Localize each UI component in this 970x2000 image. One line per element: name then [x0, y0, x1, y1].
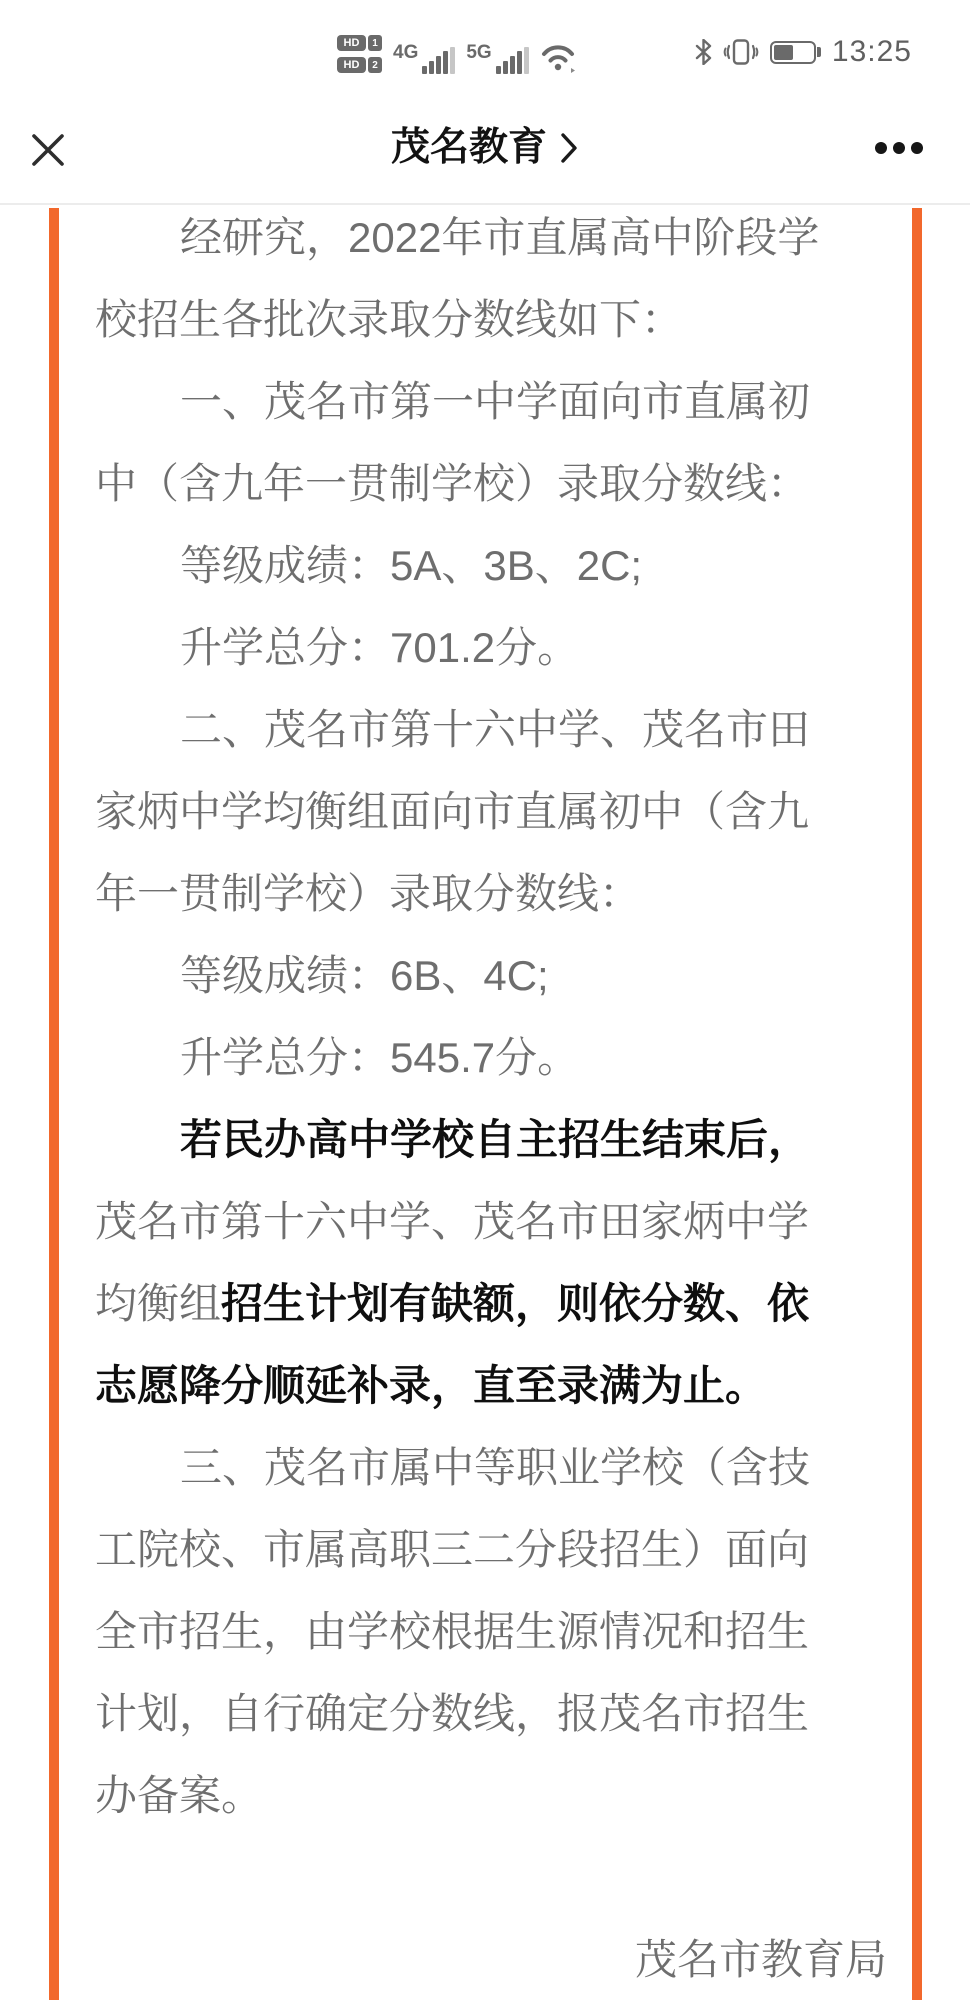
article-line [95, 1591, 887, 1673]
article-body [95, 197, 887, 2000]
article-line [95, 689, 887, 771]
article-text-segment: 工院校、市属高职三二分段招生）面向 [95, 1526, 810, 1573]
article-line [95, 771, 887, 853]
article-line [95, 1181, 887, 1263]
article-line [95, 279, 887, 361]
hd-sim1-icon [337, 35, 382, 51]
article-text-segment: 等级成绩：6B、4C; [180, 952, 549, 999]
article-text-segment: 年一贯制学校）录取分数线： [95, 870, 642, 917]
article-line [95, 1263, 887, 1345]
article-line [95, 1755, 887, 1837]
article-text-segment: 二、茂名市第十六中学、茂名市田 [180, 706, 811, 753]
hd-sim2-icon [337, 57, 382, 73]
bluetooth-icon [695, 39, 712, 65]
hd2-label: HD [337, 57, 366, 73]
account-title[interactable] [0, 126, 970, 170]
article-line [95, 443, 887, 525]
quote-bar-left [49, 208, 59, 2000]
article-line [95, 1673, 887, 1755]
signal-4g-icon [393, 43, 455, 74]
volte-hd-badges [337, 35, 382, 73]
article-line [95, 1919, 887, 2000]
hd1-num: 1 [368, 35, 382, 51]
article-text-segment: 全市招生，由学校根据生源情况和招生 [95, 1608, 810, 1655]
hd2-num: 2 [368, 57, 382, 73]
article-line [95, 361, 887, 443]
article-line [95, 1427, 887, 1509]
article-text-segment: 办备案。 [95, 1772, 264, 1819]
article-line [95, 197, 887, 279]
article-line [95, 853, 887, 935]
more-dot [893, 142, 905, 154]
article-text-segment: 等级成绩：5A、3B、2C; [180, 542, 643, 589]
wifi-icon [540, 41, 578, 73]
status-bar-right [695, 30, 912, 74]
article-text-segment: 升学总分：545.7分。 [180, 1034, 580, 1081]
article-text-segment: 志愿降分顺延补录，直至录满为止。 [95, 1362, 768, 1409]
article-line [95, 1099, 887, 1181]
article-text-segment: 升学总分：701.2分。 [180, 624, 580, 671]
article-line [95, 607, 887, 689]
page-title: 茂名教育 [390, 126, 547, 169]
article-text-segment: 中（含九年一贯制学校）录取分数线： [95, 460, 810, 507]
article-text-segment: 均衡组 [95, 1280, 222, 1327]
more-dot [911, 142, 923, 154]
battery-icon [770, 41, 821, 64]
article-text-segment: 计划，自行确定分数线，报茂名市招生 [95, 1690, 810, 1737]
article-text-segment: 经研究，2022年市直属高中阶段学 [180, 214, 820, 261]
battery-fill [774, 45, 793, 60]
more-dot [875, 142, 887, 154]
article-text-segment: 茂名市第十六中学、茂名市田家炳中学 [95, 1198, 810, 1245]
network-5g-label: 5G [466, 42, 492, 63]
clock-time: 13:25 [831, 35, 912, 68]
article-text-segment: 三、茂名市属中等职业学校（含技 [180, 1444, 811, 1491]
status-bar-left [337, 30, 578, 74]
quote-bar-right [912, 208, 922, 2000]
article-text-segment: 校招生各批次录取分数线如下： [95, 296, 684, 343]
article-line [95, 1017, 887, 1099]
article-text-segment: 茂名市教育局 [634, 1936, 887, 1983]
article-text-segment: 若民办高中学校自主招生结束后， [180, 1116, 811, 1163]
vibrate-icon [723, 39, 759, 65]
article-text-segment: 家炳中学均衡组面向市直属初中（含九 [95, 788, 810, 835]
article-line [95, 525, 887, 607]
article-line [95, 1837, 887, 1919]
article-line [95, 1509, 887, 1591]
network-4g-label: 4G [393, 42, 419, 63]
article-text-segment: 招生计划有缺额，则依分数、依 [221, 1280, 810, 1327]
article-line [95, 1345, 887, 1427]
article-text-segment: 一、茂名市第一中学面向市直属初 [180, 378, 811, 425]
chevron-right-icon [559, 131, 579, 165]
more-menu-button[interactable] [875, 142, 923, 154]
hd1-label: HD [337, 35, 366, 51]
article-line [95, 935, 887, 1017]
signal-5g-icon [466, 43, 528, 74]
